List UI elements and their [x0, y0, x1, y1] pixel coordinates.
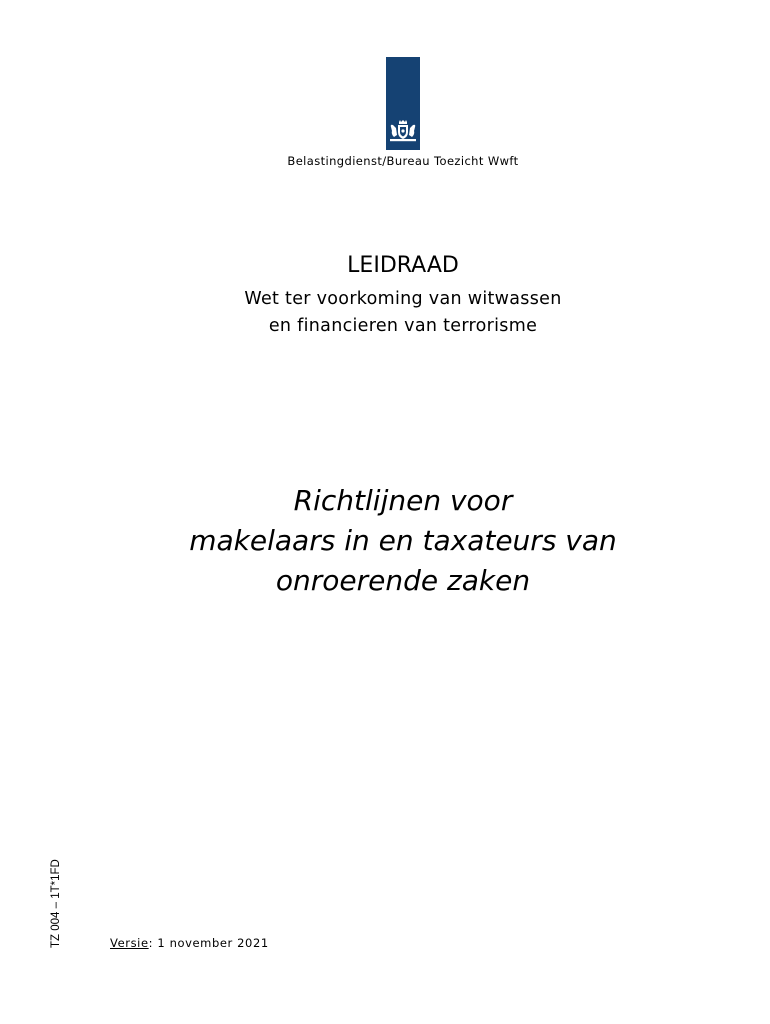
form-code: TZ 004 – 1T*1FD — [50, 859, 62, 948]
version-line — [110, 936, 269, 950]
law-title-line: en financieren van terrorisme — [268, 316, 538, 336]
version-date: 1 november 2021 — [157, 936, 269, 950]
logo-bar — [386, 57, 420, 150]
document-title — [0, 481, 770, 601]
document-title-line: onroerende zaken — [275, 564, 531, 597]
law-title-line: Wet ter voorkoming van witwassen — [244, 289, 562, 309]
coat-of-arms-icon — [388, 119, 418, 143]
law-title — [0, 286, 770, 340]
document-type: LEIDRAAD — [347, 253, 459, 278]
document-title-line: Richtlijnen voor — [293, 484, 513, 517]
version-separator: : — [148, 936, 154, 950]
organization-name: Belastingdienst/Bureau Toezicht Wwft — [287, 154, 519, 168]
document-title-line: makelaars in en taxateurs van — [189, 524, 617, 557]
version-label: Versie — [110, 936, 149, 950]
